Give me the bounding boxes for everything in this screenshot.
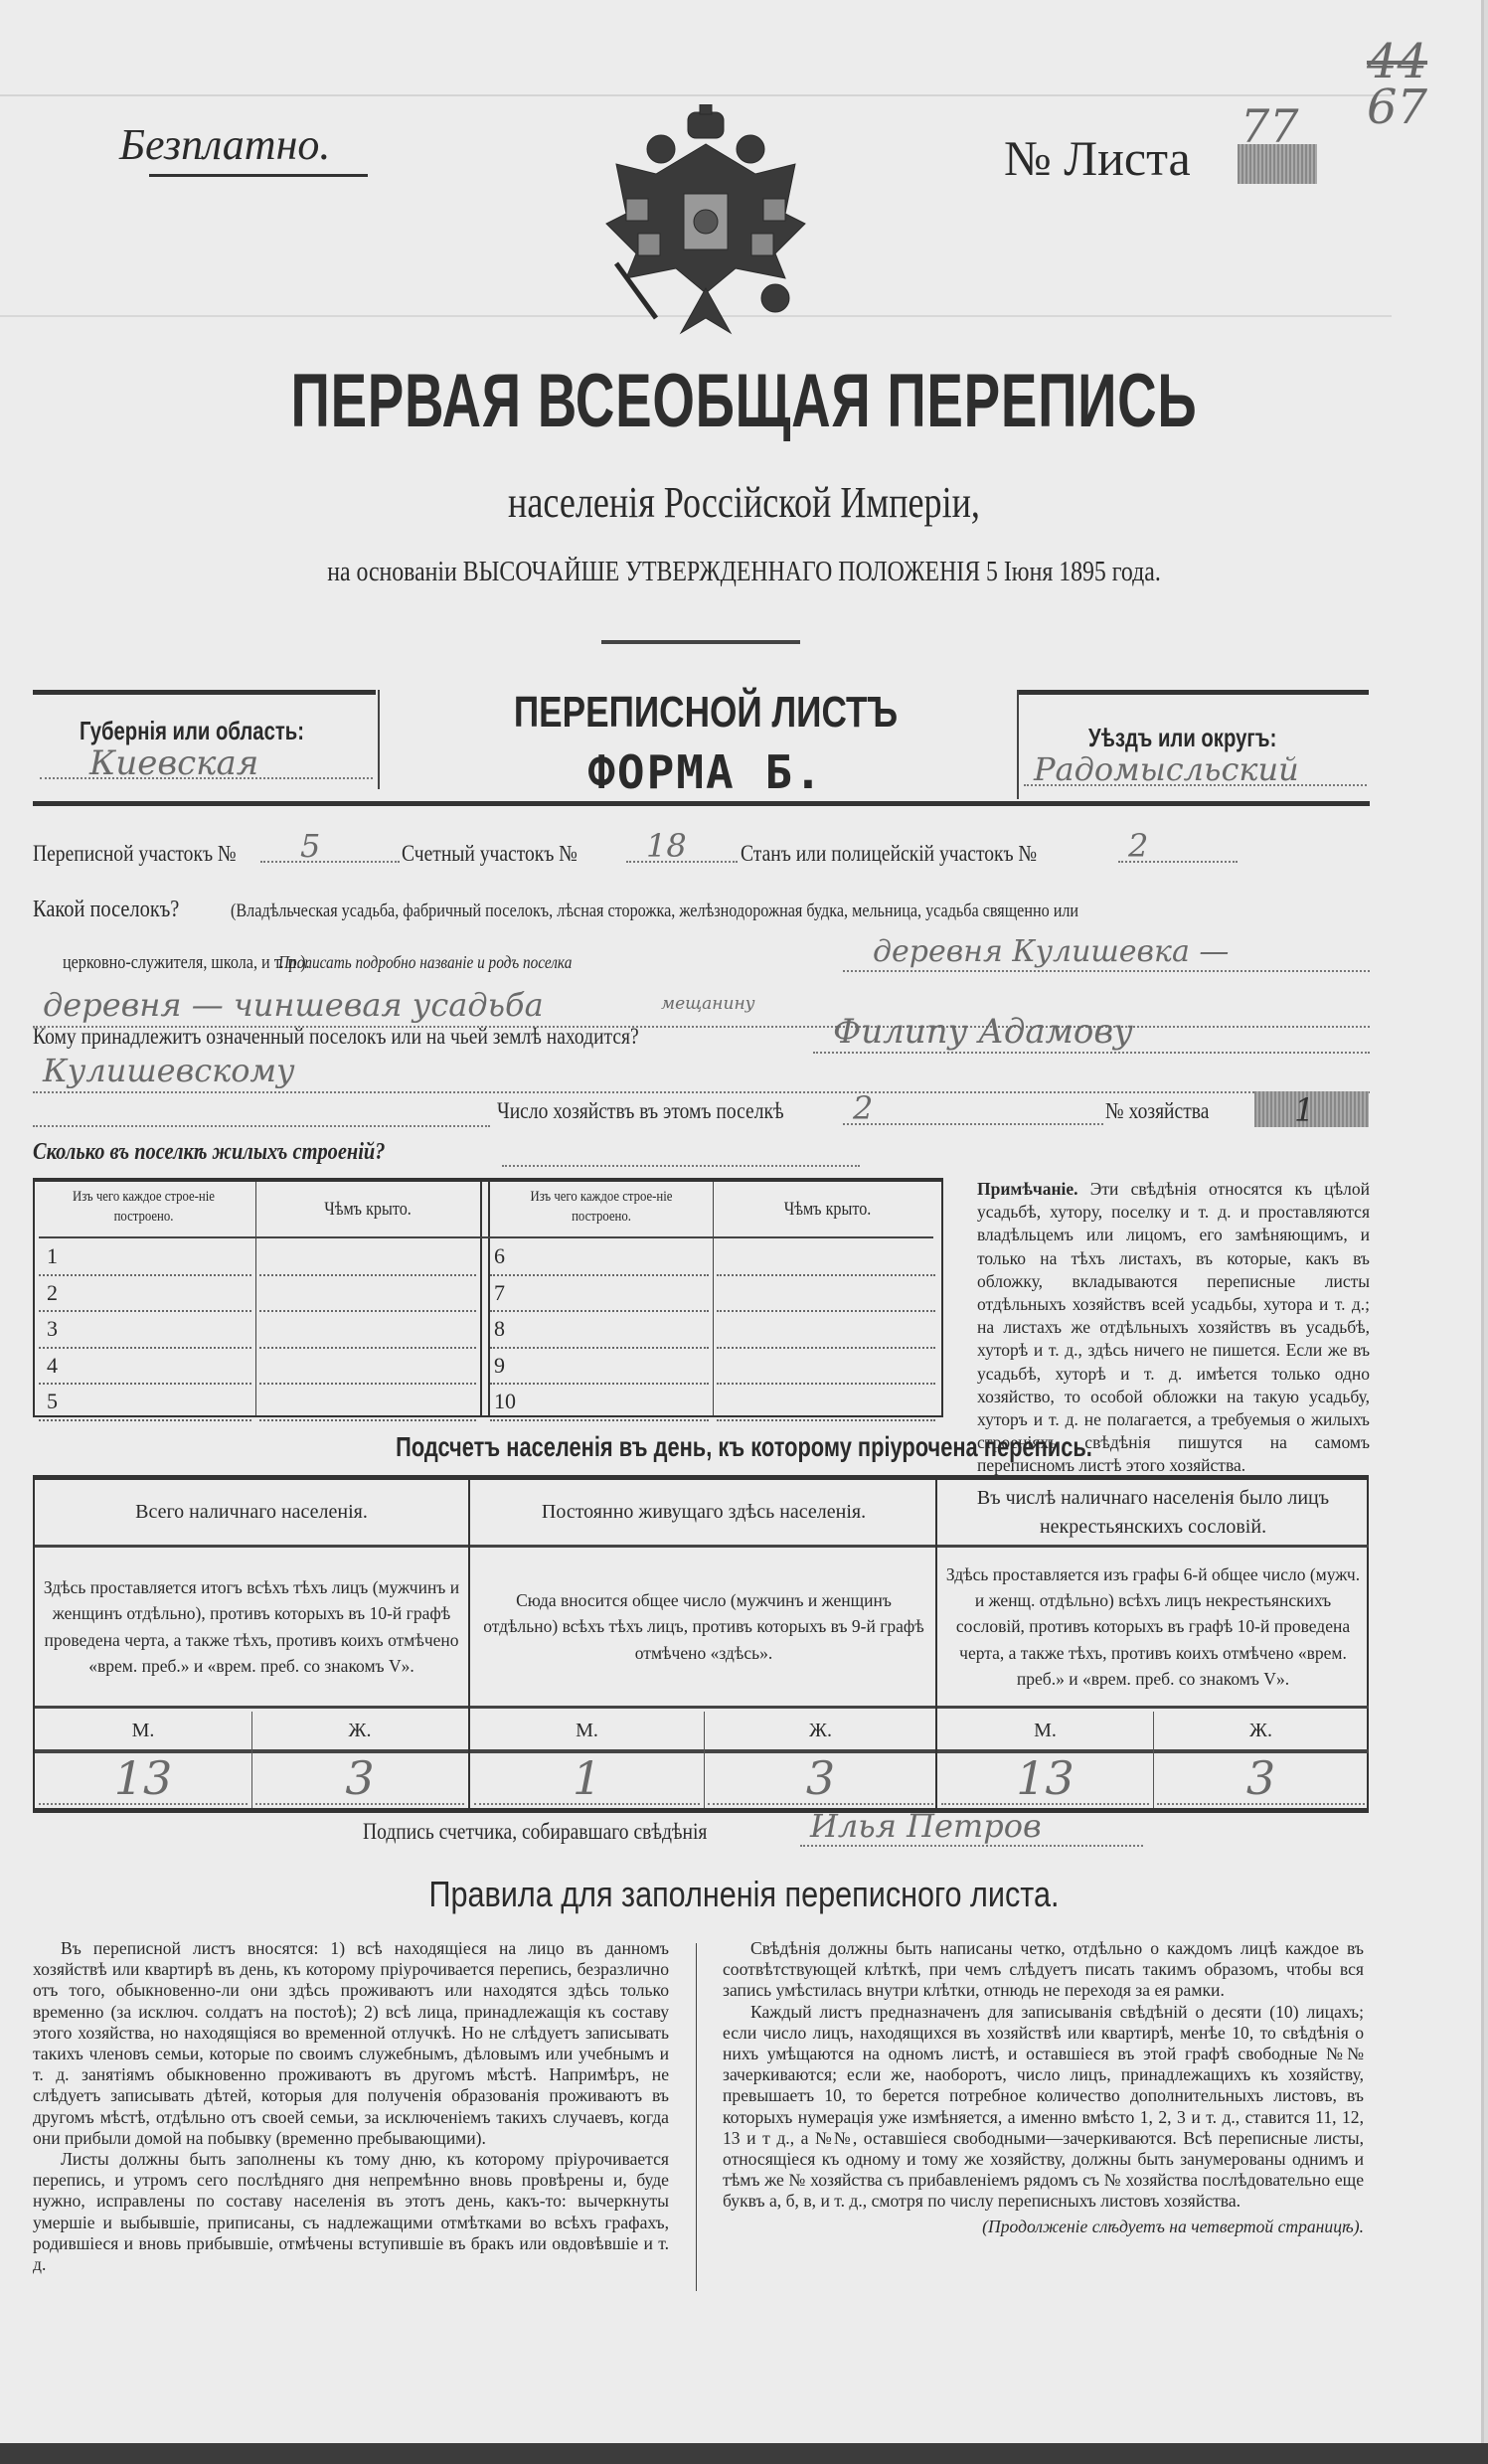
bt-cell-field[interactable]	[39, 1347, 251, 1349]
rules-left-paragraph-2: Листы должны быть заполнены къ тому дню, къ которому пріурочивается перепись, и утромъ сего послѣдняго дня непремѣнно вновь провѣрены и, буде нужно, исправлены по составу населенія въ этотъ день, какъ-то: вычеркнуты умершіе и выбывшіе, приписаны, съ надлежащими отмѣтками во всѣхъ графахъ, родившіеся и вновь прибывшіе, отмѣчены вступившіе въ бракъ или овдовѣвшіе и т. д.	[33, 2149, 669, 2275]
bt-row-number: 5	[47, 1389, 58, 1413]
bt-cell-field[interactable]	[39, 1383, 251, 1385]
female-count-field[interactable]: 3	[1157, 1753, 1365, 1805]
bt-cell-field[interactable]	[490, 1419, 709, 1421]
settlement-field-1[interactable]: деревня Кулишевка —	[843, 934, 1370, 972]
census-district-label: Переписной участокъ №	[33, 841, 237, 866]
bt-cell-field[interactable]	[717, 1310, 935, 1312]
district-box-top-rule	[1019, 690, 1369, 695]
imperial-eagle-icon	[596, 104, 815, 343]
bt-header-roofed-right: Чѣмъ крыто.	[783, 1199, 872, 1220]
household-number-field[interactable]: 1	[1254, 1091, 1369, 1127]
bt-cell-field[interactable]	[717, 1347, 935, 1349]
settlement-hint-2: церковно-служителя, школа, и т. п.).	[63, 952, 310, 973]
households-field[interactable]: 2	[843, 1089, 1103, 1125]
households-leader-dots	[33, 1123, 490, 1127]
population-column-description: Здѣсь проставляется изъ графы 6-й общее число (мужч. и женщ. отдѣльно) всѣхъ лицъ некрестьянскихъ сословій, противъ которыхъ въ графѣ 10-й проведена черта, а также тѣхъ, противъ коихъ отмѣчено «врем. преб.» и «врем. преб. со знакомъ V».	[937, 1548, 1369, 1709]
note-heading: Примѣчаніе.	[977, 1179, 1078, 1199]
bt-cell-field[interactable]	[717, 1274, 935, 1276]
bt-cell-field[interactable]	[259, 1347, 476, 1349]
district-field[interactable]: Радомысльский	[1024, 750, 1367, 786]
rules-right-paragraph-2: Каждый листъ предназначенъ для записыванія свѣдѣній о десяти (10) лицахъ; если число лицъ, находящихся въ хозяйствѣ или квартирѣ, менѣе 10, то свѣдѣнія о нихъ умѣщаются на одномъ листѣ, и оставшіеся въ этой графѣ свободные №№ зачеркиваются; если же, наоборотъ, число лицъ, принадлежащихъ къ хозяйству, превышаетъ 10, то берется потребное количество дополнительныхъ листовъ, въ которыхъ нумерація уже измѣняется, а именно вмѣсто 1, 2, 3 и т. д., ставится 11, 12, 13 и т д., а №№, оставшіеся свободными—зачеркиваются. Всѣ переписные листы, относящіеся къ одному и тому же хозяйству, должны быть занумерованы однимъ и тѣмъ же № хозяйства съ прибавленіемъ рядомъ съ № хозяйства послѣдовательно еще буквъ а, б, в, и т. д., смотря по числу переписныхъ листовъ хозяйства.	[723, 2001, 1364, 2212]
bt-row-number: 9	[494, 1352, 505, 1378]
bt-row-number: 6	[494, 1243, 505, 1268]
bt-header-built-of-right: Изъ чего каждое строе-ніе построено.	[530, 1189, 673, 1225]
male-count-field[interactable]: 13	[941, 1753, 1149, 1805]
province-label: Губернія или область:	[80, 716, 305, 745]
owner-annotation: мещанину	[661, 994, 755, 1014]
sheet-number-label: № Листа	[1004, 130, 1191, 186]
bt-row-number: 4	[47, 1352, 58, 1378]
counting-district-field[interactable]: 18	[626, 827, 738, 863]
population-count-title: Подсчетъ населенія въ день, къ которому пріурочена перепись.	[396, 1431, 1092, 1462]
population-column-header: Постоянно живущаго здѣсь населенія.	[470, 1480, 937, 1548]
province-field[interactable]: Киевская	[40, 743, 373, 779]
police-district-label: Станъ или полицейскій участокъ №	[741, 841, 1038, 866]
bt-header-built-of-left: Изъ чего каждое строе-ніе построено.	[73, 1189, 215, 1225]
owner-field-2[interactable]: Кулишевскому	[33, 1052, 1370, 1093]
header-box-bottom-rule	[33, 801, 1370, 806]
bt-cell-field[interactable]	[490, 1383, 709, 1385]
rules-column-divider	[696, 1943, 697, 2291]
rules-left-paragraph-1: Въ переписной листъ вносятся: 1) всѣ находящіеся на лицо въ данномъ хозяйствѣ или квартирѣ въ день, къ которому пріурочивается перепись, безразлично отъ того, обыкновенно-ли они здѣсь проживаютъ или находятся здѣсь только временно (за исключ. солдатъ на постоѣ); 2) всѣ лица, принадлежащія къ составу этого хозяйства, но находящіяся во временной отлучкѣ. Но не слѣдуетъ записывать такихъ членовъ семьи, которые по своимъ служебнымъ, дѣловымъ или учебнымъ и т. д. занятіямъ обыкновенно проживаютъ въ другомъ мѣстѣ. Напримѣръ, не слѣдуетъ записывать дѣтей, которыя для полученія образованія проживаютъ въ другомъ мѣстѣ, отдѣльно отъ своей семьи, за исключеніемъ такихъ случаевъ, когда они прибыли домой на побывку (временно пребывающими).	[33, 1938, 669, 2148]
bt-header-rule	[39, 1236, 933, 1238]
form-title: ПЕРЕПИСНОЙ ЛИСТЪ	[513, 688, 899, 737]
bt-cell-field[interactable]	[717, 1419, 935, 1421]
female-header: Ж.	[251, 1712, 468, 1753]
bt-cell-field[interactable]	[259, 1383, 476, 1385]
sex-divider	[1153, 1712, 1154, 1808]
female-count-field[interactable]: 3	[255, 1753, 464, 1805]
bt-cell-field[interactable]	[39, 1310, 251, 1312]
bt-cell-field[interactable]	[259, 1310, 476, 1312]
owner-field-1[interactable]: Филипу Адамову	[813, 1012, 1370, 1054]
population-column-header: Всего наличнаго населенія.	[35, 1480, 468, 1548]
title-rule	[601, 640, 800, 644]
sex-divider	[251, 1712, 252, 1808]
police-district-field[interactable]: 2	[1118, 827, 1238, 863]
counting-district-label: Счетный участокъ №	[402, 841, 578, 866]
bt-row-number: 1	[47, 1243, 58, 1268]
bt-row-number: 3	[47, 1316, 58, 1341]
bt-cell-field[interactable]	[259, 1274, 476, 1276]
census-district-field[interactable]: 5	[260, 827, 400, 863]
corner-archive-number	[1367, 34, 1428, 135]
district-label: Уѣздъ или округъ:	[1088, 723, 1277, 752]
bt-header-roofed-left: Чѣмъ крыто.	[324, 1199, 412, 1220]
population-column	[468, 1480, 937, 1808]
bt-cell-field[interactable]	[490, 1274, 709, 1276]
settlement-question: Какой поселокъ?	[33, 897, 180, 922]
bt-row-number: 10	[494, 1389, 516, 1413]
bt-cell-field[interactable]	[39, 1419, 251, 1421]
buildings-table	[33, 1178, 943, 1417]
population-column-header: Въ числѣ наличнаго населенія было лицъ некрестьянскихъ сословій.	[937, 1480, 1369, 1548]
bt-row-number: 2	[47, 1279, 58, 1305]
scan-bottom-edge	[0, 2443, 1488, 2464]
form-subtitle: ФОРМА Б.	[587, 745, 824, 799]
free-of-charge-label: Безплатно.	[119, 120, 331, 169]
female-header: Ж.	[704, 1712, 937, 1753]
main-title: ПЕРВАЯ ВСЕОБЩАЯ ПЕРЕПИСЬ	[290, 359, 1198, 443]
buildings-question: Сколько въ поселкѣ жилыхъ строеній?	[33, 1139, 386, 1165]
bt-double-divider	[480, 1182, 490, 1415]
population-column-description: Сюда вносится общее число (мужчинъ и женщинъ отдѣльно) всѣхъ тѣхъ лицъ, противъ которыхъ въ 9-й графѣ отмѣчено «здѣсь».	[470, 1548, 937, 1709]
rules-right-paragraph-1: Свѣдѣнія должны быть написаны четко, отдѣльно о каждомъ лицѣ каждое въ соотвѣтствующей клѣткѣ, при чемъ слѣдуетъ писать такимъ образомъ, чтобы вся запись умѣстилась внутри клѣтки, отнюдь не переходя за ея рамки.	[723, 1938, 1364, 2001]
population-column	[935, 1480, 1369, 1808]
bt-divider	[255, 1182, 256, 1415]
rules-continuation: (Продолженіе слѣдуетъ на четвертой страницѣ).	[982, 2216, 1364, 2236]
population-column	[35, 1480, 468, 1808]
sex-divider	[704, 1712, 705, 1808]
bt-cell-field[interactable]	[490, 1347, 709, 1349]
bt-cell-field[interactable]	[259, 1419, 476, 1421]
settlement-hint-1: (Владѣльческая усадьба, фабричный поселокъ, лѣсная сторожка, желѣзнодорожная будка, мельница, усадьба священно или	[231, 901, 1079, 921]
female-header: Ж.	[1153, 1712, 1369, 1753]
population-column-description: Здѣсь проставляется итогъ всѣхъ тѣхъ лицъ (мужчинъ и женщинъ отдѣльно), противъ которыхъ въ 10-й графѣ проведена черта, а также тѣхъ, противъ коихъ отмѣчено «врем. преб.» и «врем. преб. со знакомъ V».	[35, 1548, 468, 1709]
bt-cell-field[interactable]	[717, 1383, 935, 1385]
male-count-field[interactable]: 13	[39, 1753, 248, 1805]
households-label: Число хозяйствъ въ этомъ поселкѣ	[497, 1098, 784, 1123]
bt-row-number: 8	[494, 1316, 505, 1341]
buildings-field[interactable]	[502, 1153, 860, 1167]
main-subtitle: населенія Россійской Имперіи,	[508, 478, 980, 527]
signature-label: Подпись счетчика, собиравшаго свѣдѣнія	[363, 1819, 708, 1844]
settlement-field-2[interactable]: деревня — чиншевая усадьба	[33, 986, 1370, 1028]
male-header: М.	[937, 1712, 1154, 1753]
female-count-field[interactable]: 3	[708, 1753, 933, 1805]
corner-number: 67	[1367, 79, 1428, 135]
legal-basis-line: на основаніи ВЫСОЧАЙШЕ УТВЕРЖДЕННАГО ПОЛОЖЕНІЯ 5 Іюня 1895 года.	[327, 557, 1161, 587]
rules-left-column	[33, 1938, 669, 2275]
province-box-top-rule	[33, 690, 376, 695]
signature-field[interactable]: Илья Петров	[800, 1807, 1143, 1847]
bt-cell-field[interactable]	[39, 1274, 251, 1276]
settlement-instruction: Прописать подробно названіе и родъ поселка	[278, 952, 573, 972]
note-text: Эти свѣдѣнія относятся къ цѣлой усадьбѣ, хутору, поселку и т. д. и проставляются владѣльцемъ или лицомъ, его замѣняющимъ, и только на тѣхъ листахъ, въ которые, какъ въ обложку, вкладываются переписные листы отдѣльныхъ хозяйствъ всей усадьбы, хутора и т. д.; на листахъ же отдѣльныхъ хозяйствъ въ усадьбѣ, хуторѣ и т. д., здѣсь ничего не пишется. Если же въ усадьбѣ, хуторѣ и т. д. имѣется только одно хозяйство, то особой обложки на такую усадьбу, хуторъ и т. д. не полагается, а требуемыя о жилыхъ строеніяхъ свѣдѣнія пишутся на самомъ переписномъ листѣ этого хозяйства.	[977, 1179, 1370, 1476]
household-number-label: № хозяйства	[1105, 1098, 1210, 1123]
free-label-underline	[149, 174, 368, 177]
male-header: М.	[470, 1712, 705, 1753]
population-count-table	[33, 1475, 1369, 1813]
male-header: М.	[35, 1712, 252, 1753]
rules-title: Правила для заполненія переписного листа.	[428, 1874, 1060, 1914]
bt-row-number: 7	[494, 1279, 505, 1305]
bt-divider	[713, 1182, 714, 1415]
rules-right-column	[723, 1938, 1364, 2237]
corner-number-struck: 44	[1367, 34, 1428, 89]
bt-cell-field[interactable]	[490, 1310, 709, 1312]
male-count-field[interactable]: 1	[474, 1753, 700, 1805]
owner-question: Кому принадлежитъ означенный поселокъ или на чьей землѣ находится?	[33, 1024, 639, 1049]
sheet-number-value: 77	[1240, 99, 1299, 153]
